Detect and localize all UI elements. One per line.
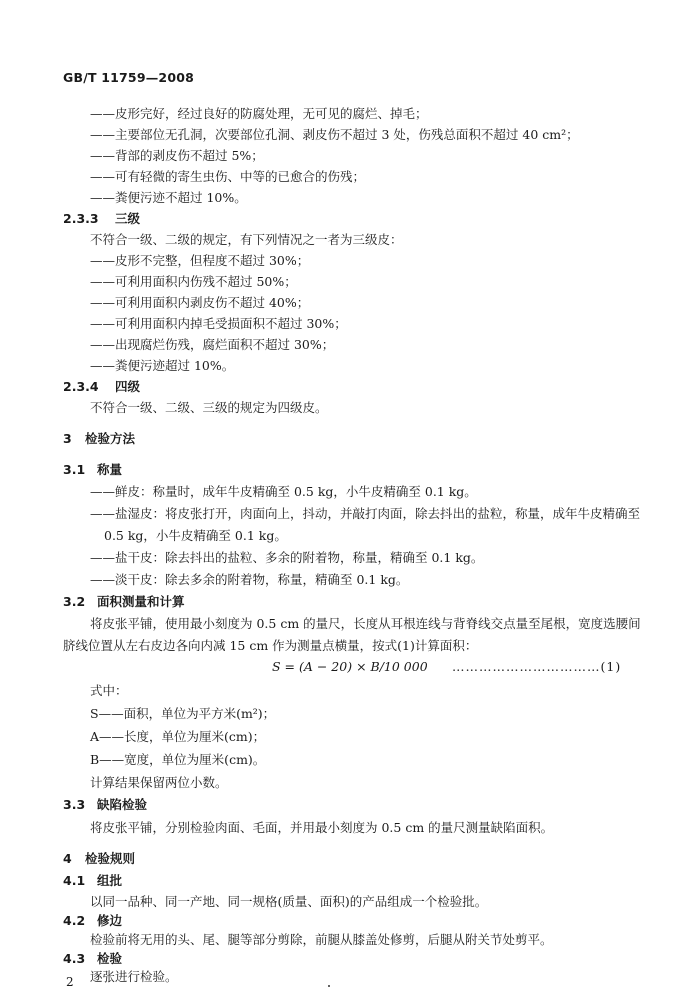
variable-definition: A——长度，单位为厘米(cm)； (90, 729, 266, 744)
paragraph: 不符合一级、二级、三级的规定为四级皮。 (90, 400, 328, 415)
equation-number: ……………………………(1) (452, 659, 622, 674)
section-heading-3-1 (63, 462, 122, 478)
variable-definition: S——面积，单位为平方米(m²)； (90, 706, 276, 721)
paragraph: 不符合一级、二级的规定，有下列情况之一者为三级皮： (90, 232, 403, 247)
list-item-continuation: 0.5 kg，小牛皮精确至 0.1 kg。 (104, 528, 287, 543)
section-heading-3 (63, 431, 135, 447)
list-item: ——可利用面积内掉毛受损面积不超过 30%； (90, 316, 347, 331)
section-heading-4-1 (63, 873, 122, 889)
section-title: 三级 (115, 211, 141, 226)
section-title: 检验方法 (85, 431, 136, 446)
list-item: ——主要部位无孔洞，次要部位孔洞、剥皮伤不超过 3 处，伤残总面积不超过 40 cm²； (90, 127, 579, 142)
list-item: ——粪便污迹不超过 10%。 (90, 190, 247, 205)
section-heading-3-3 (63, 797, 147, 813)
section-title: 缺陷检验 (97, 797, 148, 812)
section-heading-4 (63, 851, 135, 867)
section-heading-4-3 (63, 951, 122, 967)
list-item: ——盐干皮：除去抖出的盐粒、多余的附着物，称量，精确至 0.1 kg。 (90, 550, 484, 565)
list-item: ——粪便污迹超过 10%。 (90, 358, 235, 373)
section-title: 检验规则 (85, 851, 136, 866)
section-title: 组批 (97, 873, 123, 888)
paragraph: 计算结果保留两位小数。 (90, 775, 228, 790)
list-item: ——盐湿皮：将皮张打开，肉面向上，抖动，并敲打肉面，除去抖出的盐粒，称量，成年牛皮精确至 (90, 506, 641, 521)
section-number: 4 (63, 851, 72, 866)
scan-speck (328, 985, 330, 987)
list-item: ——鲜皮：称量时，成年牛皮精确至 0.5 kg，小牛皮精确至 0.1 kg。 (90, 484, 477, 499)
section-heading-2-3-4 (63, 379, 140, 395)
list-item: ——皮形不完整，但程度不超过 30%； (90, 253, 310, 268)
list-item: ——可有轻微的寄生虫伤、中等的已愈合的伤残； (90, 169, 366, 184)
section-number: 2.3.3 (63, 211, 99, 226)
section-number: 4.3 (63, 951, 86, 966)
section-number: 2.3.4 (63, 379, 99, 394)
section-title: 修边 (97, 913, 123, 928)
paragraph: 以同一品种、同一产地、同一规格(质量、面积)的产品组成一个检验批。 (90, 894, 488, 909)
paragraph: 脐线位置从左右皮边各向内减 15 cm 作为测量点横量，按式(1)计算面积： (63, 638, 478, 653)
list-item: ——可利用面积内剥皮伤不超过 40%； (90, 295, 310, 310)
section-number: 4.1 (63, 873, 86, 888)
standard-number: GB/T 11759—2008 (63, 70, 195, 85)
paragraph: 式中： (90, 683, 128, 698)
paragraph: 检验前将无用的头、尾、腿等部分剪除，前腿从膝盖处修剪，后腿从附关节处剪平。 (90, 932, 553, 947)
section-heading-4-2 (63, 913, 122, 929)
paragraph: 将皮张平铺，使用最小刻度为 0.5 cm 的量尺，长度从耳根连线与背脊线交点量至尾根，宽度选腰间 (90, 616, 641, 631)
variable-definition: B——宽度，单位为厘米(cm)。 (90, 752, 266, 767)
page-number: 2 (66, 975, 74, 989)
list-item: ——背部的剥皮伤不超过 5%； (90, 148, 264, 163)
paragraph: 将皮张平铺，分别检验肉面、毛面，并用最小刻度为 0.5 cm 的量尺测量缺陷面积。 (90, 820, 554, 835)
section-title: 四级 (115, 379, 141, 394)
section-title: 检验 (97, 951, 123, 966)
formula: S = (A − 20) × B/10 000 (272, 659, 428, 674)
section-number: 4.2 (63, 913, 86, 928)
section-number: 3.1 (63, 462, 86, 477)
list-item: ——出现腐烂伤残，腐烂面积不超过 30%； (90, 337, 335, 352)
section-number: 3 (63, 431, 72, 446)
list-item: ——可利用面积内伤残不超过 50%； (90, 274, 297, 289)
section-number: 3.2 (63, 594, 86, 609)
section-heading-3-2 (63, 594, 185, 610)
paragraph: 逐张进行检验。 (90, 969, 178, 984)
list-item: ——淡干皮：除去多余的附着物，称量，精确至 0.1 kg。 (90, 572, 409, 587)
section-number: 3.3 (63, 797, 86, 812)
section-title: 称量 (97, 462, 123, 477)
list-item: ——皮形完好，经过良好的防腐处理，无可见的腐烂、掉毛； (90, 106, 428, 121)
section-heading-2-3-3 (63, 211, 140, 227)
section-title: 面积测量和计算 (97, 594, 185, 609)
